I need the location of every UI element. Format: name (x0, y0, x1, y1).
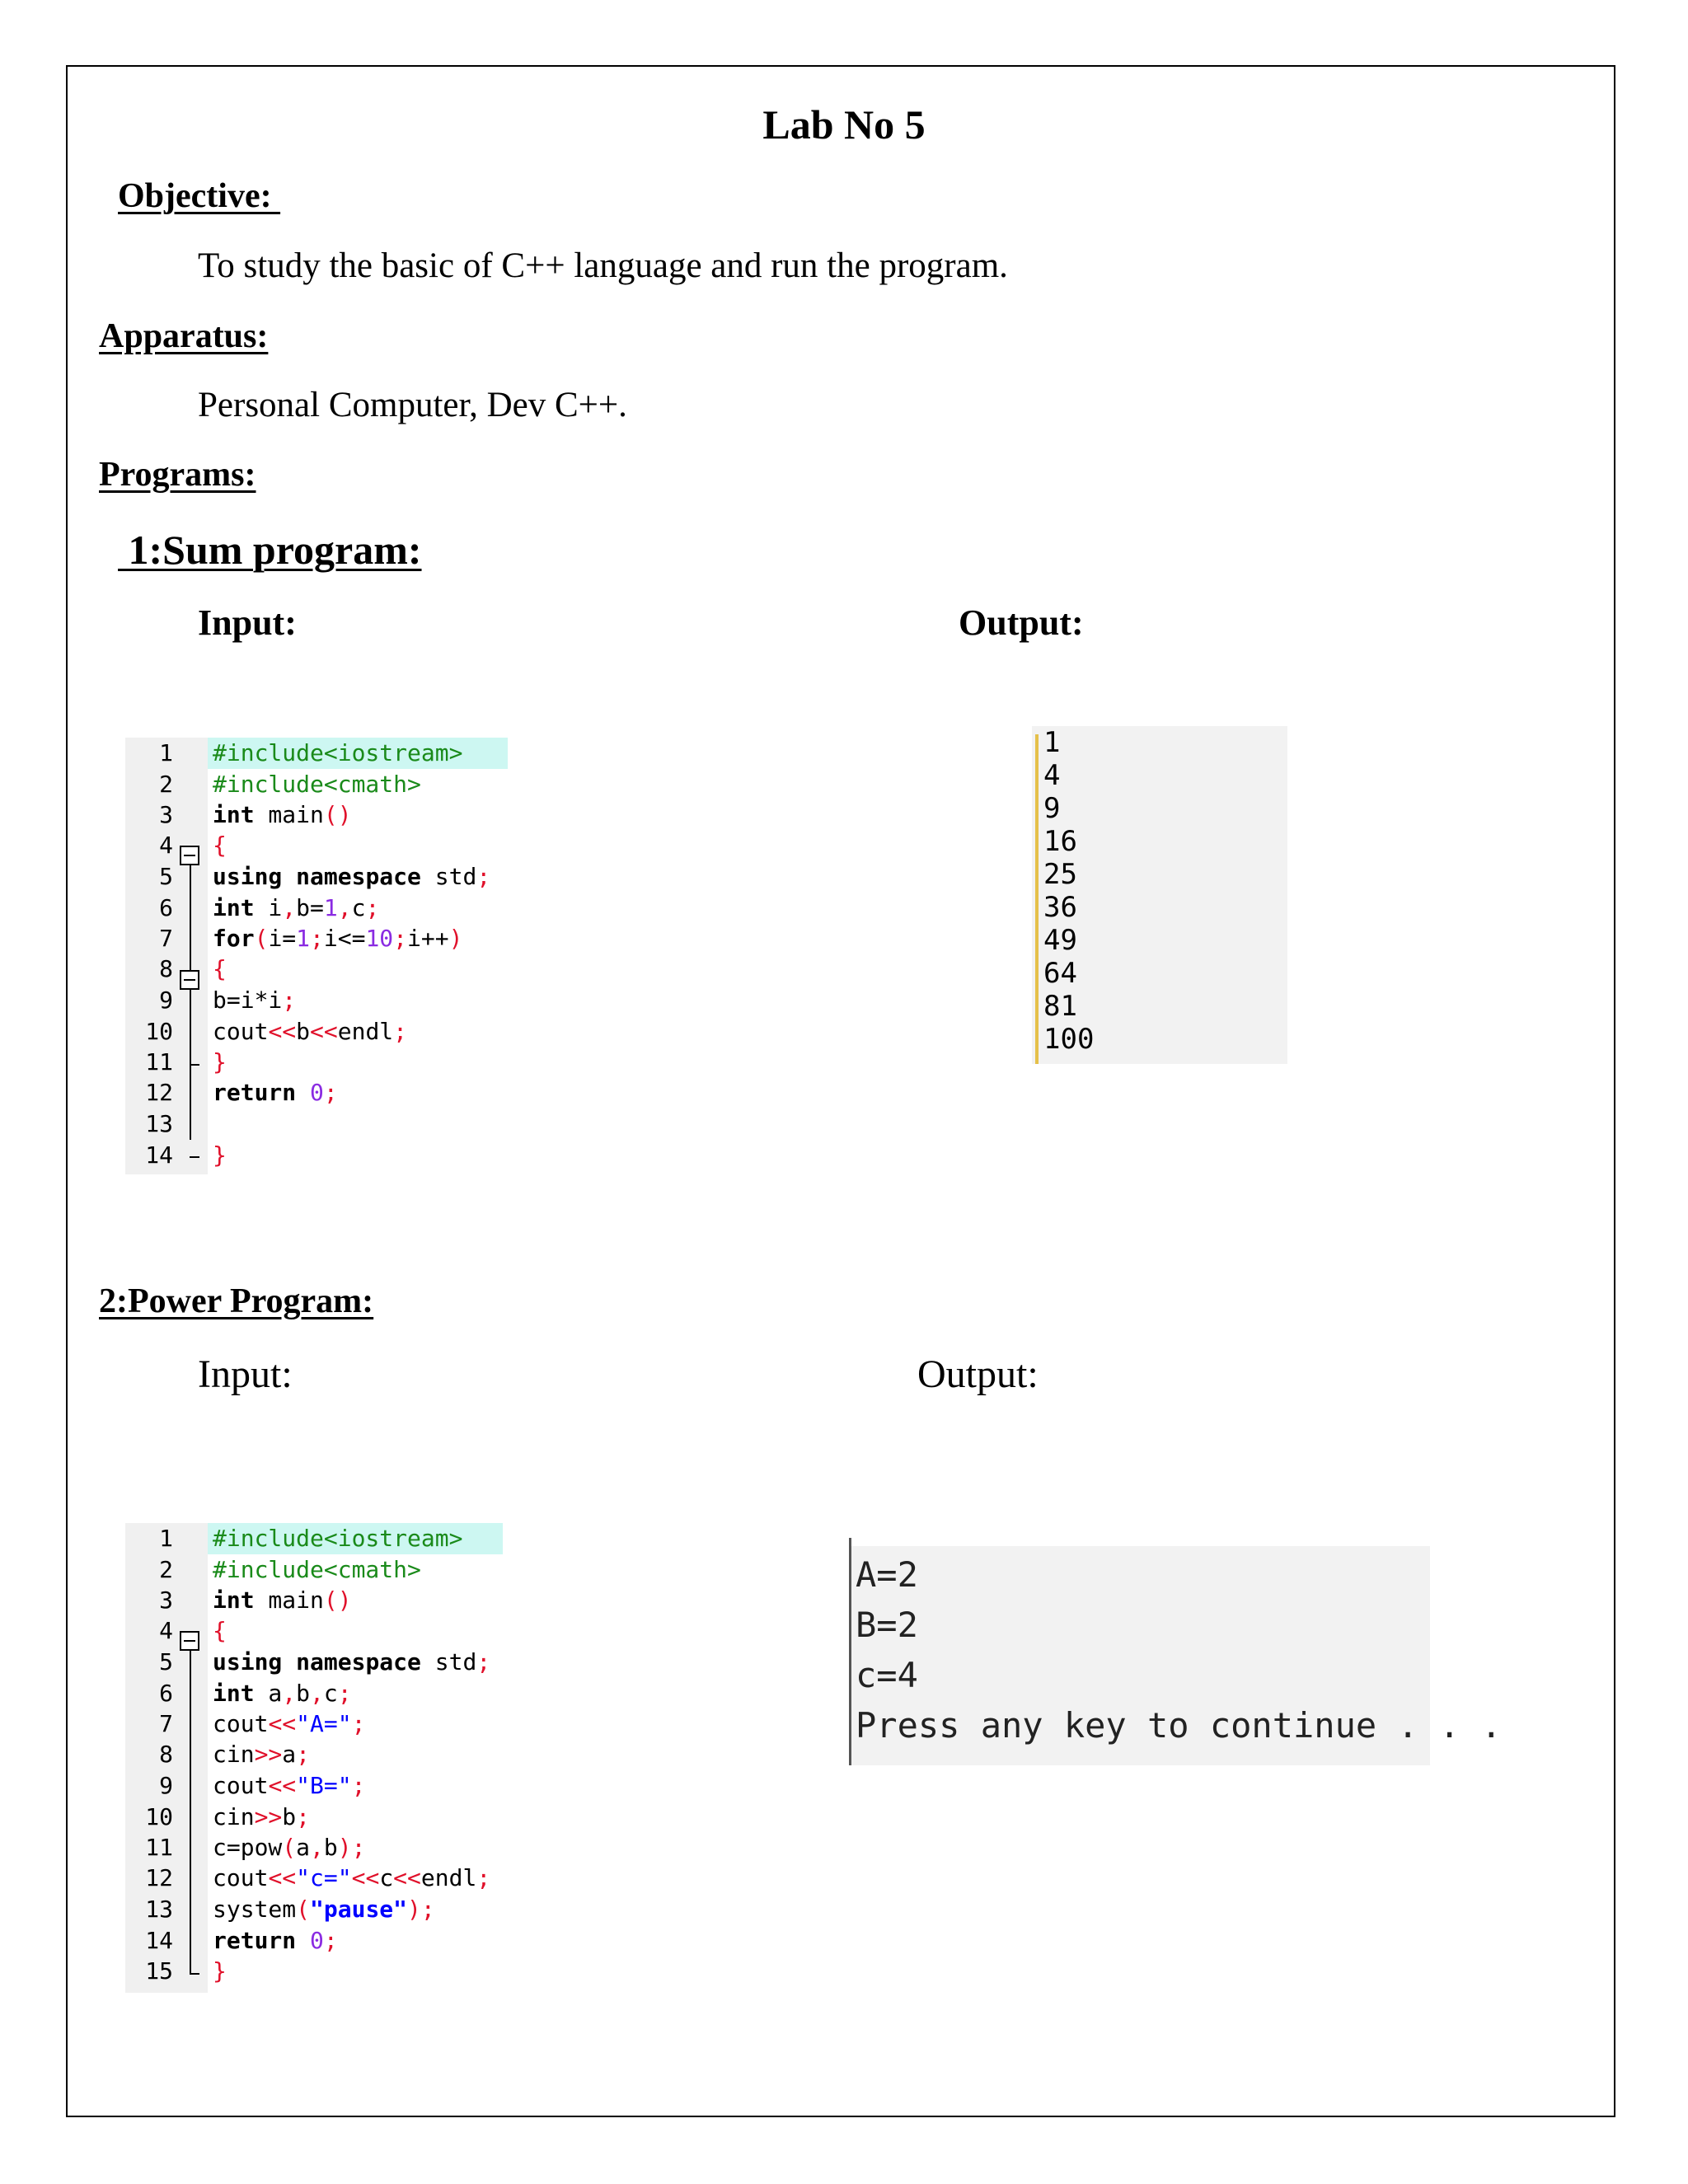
objective-heading: Objective: (118, 177, 281, 215)
code-line[interactable]: using namespace std; (213, 1648, 491, 1675)
output-line: c=4 (856, 1655, 918, 1695)
line-number: 6 (159, 1680, 173, 1707)
line-number: 3 (159, 1586, 173, 1614)
code-line[interactable]: { (213, 1617, 227, 1644)
line-number: 7 (159, 925, 173, 952)
line-number: 7 (159, 1710, 173, 1737)
code-line[interactable]: int a,b,c; (213, 1680, 352, 1707)
line-number: 15 (145, 1957, 173, 1985)
code-line[interactable]: return 0; (213, 1927, 338, 1954)
output-line: 49 (1043, 924, 1077, 957)
code-line[interactable]: using namespace std; (213, 863, 491, 890)
code-line[interactable]: { (213, 955, 227, 982)
program1-code-editor (125, 738, 513, 1174)
fold-collapse-icon[interactable] (180, 1631, 199, 1651)
code-line[interactable]: cout<<b<<endl; (213, 1018, 408, 1045)
code-line[interactable]: cout<<"c="<<c<<endl; (213, 1864, 491, 1891)
code-line[interactable]: int main() (213, 1586, 352, 1614)
line-number: 2 (159, 1556, 173, 1583)
line-number: 4 (159, 1617, 173, 1644)
objective-text: To study the basic of C++ language and run the program. (198, 246, 1008, 285)
line-number: 10 (145, 1018, 173, 1045)
output-line: 16 (1043, 825, 1077, 858)
program2-input-label: Input: (198, 1352, 293, 1396)
line-number: 5 (159, 863, 173, 890)
code-line[interactable]: int i,b=1,c; (213, 894, 380, 921)
fold-guide-line (190, 1645, 191, 1975)
output-line: Press any key to continue . . . (856, 1705, 1502, 1746)
program1-console-output (1032, 726, 1287, 1064)
code-line[interactable]: system("pause"); (213, 1896, 435, 1923)
line-number: 12 (145, 1864, 173, 1891)
line-number: 8 (159, 1741, 173, 1768)
program1-output-label: Output: (959, 602, 1084, 643)
code-line[interactable]: #include<cmath> (213, 771, 421, 798)
code-line[interactable]: #include<cmath> (213, 1556, 421, 1583)
fold-end-marker (190, 1064, 199, 1066)
output-line: 9 (1043, 792, 1061, 825)
line-number: 10 (145, 1803, 173, 1830)
line-number: 11 (145, 1048, 173, 1076)
line-number: 14 (145, 1141, 173, 1169)
line-number: 9 (159, 1772, 173, 1799)
output-line: 100 (1043, 1023, 1095, 1056)
code-line[interactable]: cout<<"B="; (213, 1772, 366, 1799)
program2-code-editor (125, 1523, 513, 1993)
line-number: 5 (159, 1648, 173, 1675)
fold-end-marker (190, 1973, 199, 1975)
code-line[interactable]: return 0; (213, 1079, 338, 1106)
code-line[interactable]: } (213, 1141, 227, 1169)
output-line: 4 (1043, 759, 1061, 792)
programs-heading: Programs: (99, 456, 256, 494)
code-line[interactable]: int main() (213, 801, 352, 828)
line-number: 3 (159, 801, 173, 828)
code-line[interactable]: #include<iostream> (213, 1525, 463, 1552)
output-line: 1 (1043, 726, 1061, 759)
fold-collapse-icon[interactable] (180, 970, 199, 990)
program1-input-label: Input: (198, 602, 297, 643)
program2-console-output (849, 1546, 1502, 1765)
fold-guide-line (190, 860, 191, 1140)
code-line[interactable]: } (213, 1957, 227, 1985)
code-line[interactable]: cout<<"A="; (213, 1710, 366, 1737)
line-number: 1 (159, 1525, 173, 1552)
line-number: 1 (159, 739, 173, 766)
code-line[interactable]: for(i=1;i<=10;i++) (213, 925, 463, 952)
program2-heading: 2:Power Program: (99, 1282, 374, 1320)
fold-collapse-icon[interactable] (180, 846, 199, 865)
console-caret-bar (1035, 734, 1039, 1064)
program1-heading: 1:Sum program: (118, 527, 422, 573)
line-number: 13 (145, 1896, 173, 1923)
output-line: B=2 (856, 1605, 918, 1645)
line-number: 8 (159, 955, 173, 982)
output-line: 36 (1043, 891, 1077, 924)
program2-output-label: Output: (917, 1352, 1039, 1396)
code-line[interactable]: cin>>b; (213, 1803, 311, 1830)
code-line[interactable]: } (213, 1048, 227, 1076)
code-line[interactable]: c=pow(a,b); (213, 1834, 366, 1861)
line-number: 11 (145, 1834, 173, 1861)
output-line: 64 (1043, 957, 1077, 990)
line-number: 4 (159, 832, 173, 859)
page-title: Lab No 5 (762, 101, 926, 148)
line-number: 14 (145, 1927, 173, 1954)
line-number: 2 (159, 771, 173, 798)
output-line: 81 (1043, 990, 1077, 1023)
code-line[interactable]: #include<iostream> (213, 739, 463, 766)
apparatus-heading: Apparatus: (99, 317, 269, 355)
code-line[interactable]: b=i*i; (213, 987, 297, 1014)
line-number: 12 (145, 1079, 173, 1106)
console-caret-bar (849, 1538, 851, 1765)
fold-end-marker (190, 1156, 199, 1158)
code-line[interactable]: cin>>a; (213, 1741, 311, 1768)
code-line[interactable]: { (213, 832, 227, 859)
line-number: 9 (159, 987, 173, 1014)
line-number: 13 (145, 1110, 173, 1137)
apparatus-text: Personal Computer, Dev C++. (198, 386, 627, 424)
line-number: 6 (159, 894, 173, 921)
output-line: A=2 (856, 1554, 918, 1595)
output-line: 25 (1043, 858, 1077, 891)
